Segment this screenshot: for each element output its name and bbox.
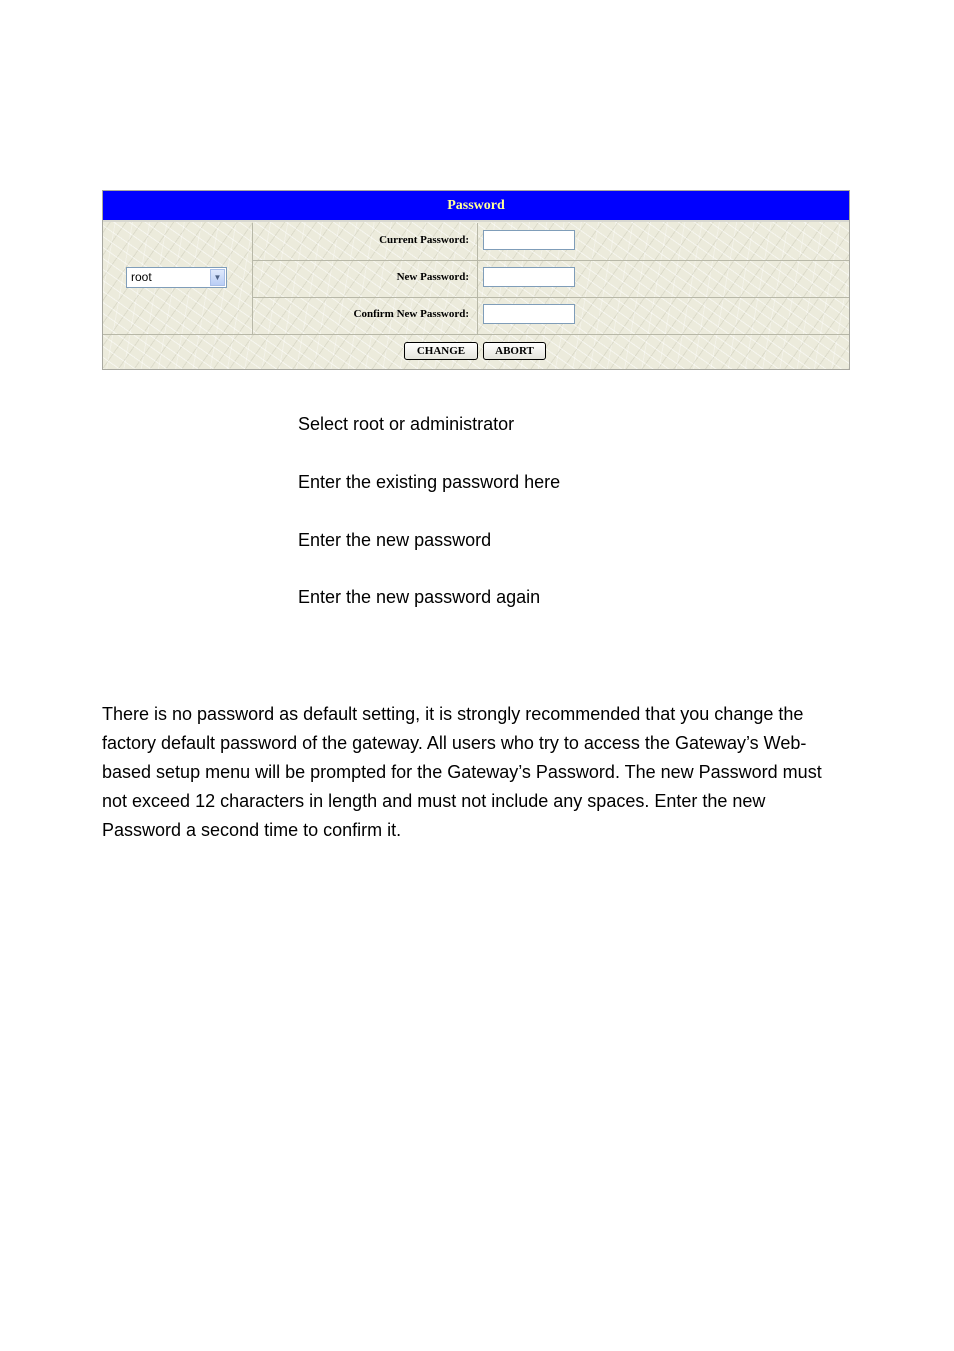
- caption-new-password: Enter the new password: [298, 530, 492, 550]
- panel-title: Password: [103, 191, 849, 222]
- chevron-down-icon[interactable]: ▼: [210, 269, 225, 286]
- caption-confirm-password: Enter the new password again: [298, 587, 541, 607]
- confirm-password-label: Confirm New Password:: [353, 308, 469, 320]
- divider: [477, 223, 478, 334]
- divider: [252, 223, 253, 334]
- abort-button[interactable]: ABORT: [483, 342, 546, 360]
- divider: [103, 334, 849, 335]
- description-paragraph: There is no password as default setting, it is strongly recommended that you change the factory default password of the gateway. All users who try to access the Gateway’s Web-based setup menu will be prompted for the Gateway’s Password. The new Password must not exceed 12 characters in length and must not include any spaces. Enter the new Password a second time to confirm it.: [102, 704, 822, 840]
- password-panel: [102, 190, 850, 370]
- user-select[interactable]: [126, 267, 227, 288]
- new-password-label: New Password:: [396, 271, 469, 283]
- user-select-value: root: [131, 270, 152, 284]
- new-password-input[interactable]: [483, 267, 575, 287]
- caption-select-user: Select root or administrator: [298, 414, 515, 434]
- change-button[interactable]: CHANGE: [404, 342, 478, 360]
- current-password-label: Current Password:: [379, 234, 469, 246]
- caption-current-password: Enter the existing password here: [298, 472, 561, 492]
- current-password-input[interactable]: [483, 230, 575, 250]
- confirm-password-input[interactable]: [483, 304, 575, 324]
- divider: [252, 260, 849, 261]
- divider: [252, 297, 849, 298]
